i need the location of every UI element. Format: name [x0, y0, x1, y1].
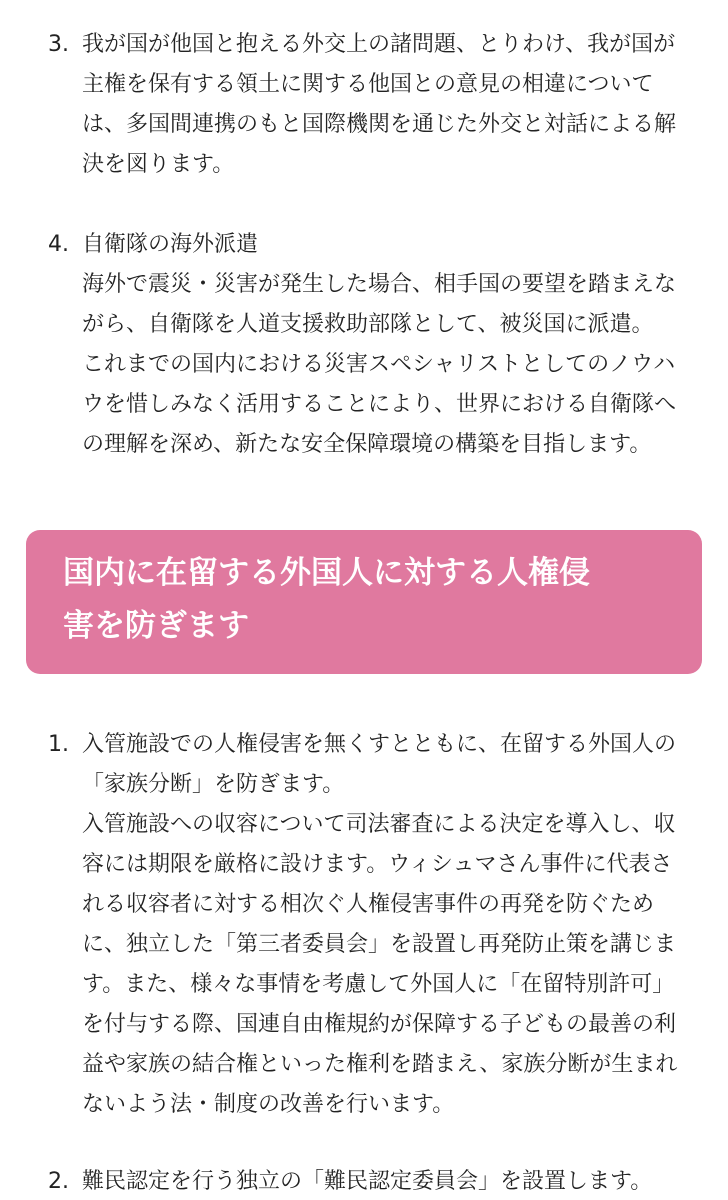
text-line: これまでの国内における災害スペシャリストとしてのノウハ	[82, 352, 676, 377]
list-item-title: 「家族分断」を防ぎます。	[82, 772, 345, 797]
text-line: れる収容者に対する相次ぐ人権侵害事件の再発を防ぐため	[82, 892, 655, 917]
list-item-number: 3.	[48, 32, 69, 57]
section-heading-line: 害を防ぎます	[63, 608, 249, 644]
list-item-number: 2.	[48, 1169, 69, 1194]
text-line: 容には期限を厳格に設けます。ウィシュマさん事件に代表さ	[82, 852, 673, 877]
text-line: 我が国が他国と抱える外交上の諸問題、とりわけ、我が国が	[82, 32, 676, 57]
list-item-text	[82, 225, 712, 465]
list-item-number: 1.	[48, 732, 69, 757]
list-item-text	[82, 1162, 712, 1200]
list-item	[48, 225, 712, 465]
text-line: 入管施設への収容について司法審査による決定を導入し、収	[82, 812, 676, 837]
text-line: 主権を保有する領土に関する他国との意見の相違について	[82, 72, 654, 97]
list-item-title: 入管施設での人権侵害を無くすとともに、在留する外国人の	[82, 732, 677, 757]
list-item-title: 自衛隊の海外派遣	[82, 232, 259, 257]
text-line: 決を図ります。	[82, 152, 235, 177]
text-line: に、独立した「第三者委員会」を設置し再発防止策を講じま	[82, 932, 677, 957]
text-line: 益や家族の結合権といった権利を踏まえ、家族分断が生まれ	[82, 1052, 678, 1077]
list-item-text	[82, 25, 712, 185]
text-line: ウを惜しみなく活用することにより、世界における自衛隊へ	[82, 392, 677, 417]
text-line: す。また、様々な事情を考慮して外国人に「在留特別許可」	[82, 972, 675, 997]
text-line: がら、自衛隊を人道支援救助部隊として、被災国に派遣。	[82, 312, 654, 337]
list-item	[48, 725, 712, 1125]
list-item-text	[82, 725, 712, 1125]
text-line: 海外で震災・災害が発生した場合、相手国の要望を踏まえな	[82, 272, 677, 297]
text-line: ないよう法・制度の改善を行います。	[82, 1092, 455, 1117]
text-line: の理解を深め、新たな安全保障環境の構築を目指します。	[82, 432, 652, 457]
list-item-title: 難民認定を行う独立の「難民認定委員会」を設置します。	[82, 1169, 653, 1194]
list-item-number: 4.	[48, 232, 69, 257]
text-line: を付与する際、国連自由権規約が保障する子どもの最善の利	[82, 1012, 677, 1037]
text-line: は、多国間連携のもと国際機関を通じた外交と対話による解	[82, 112, 677, 137]
section-heading-line: 国内に在留する外国人に対する人権侵	[63, 555, 590, 591]
section-heading	[26, 530, 702, 674]
list-item	[48, 25, 712, 185]
list-item	[48, 1162, 712, 1200]
